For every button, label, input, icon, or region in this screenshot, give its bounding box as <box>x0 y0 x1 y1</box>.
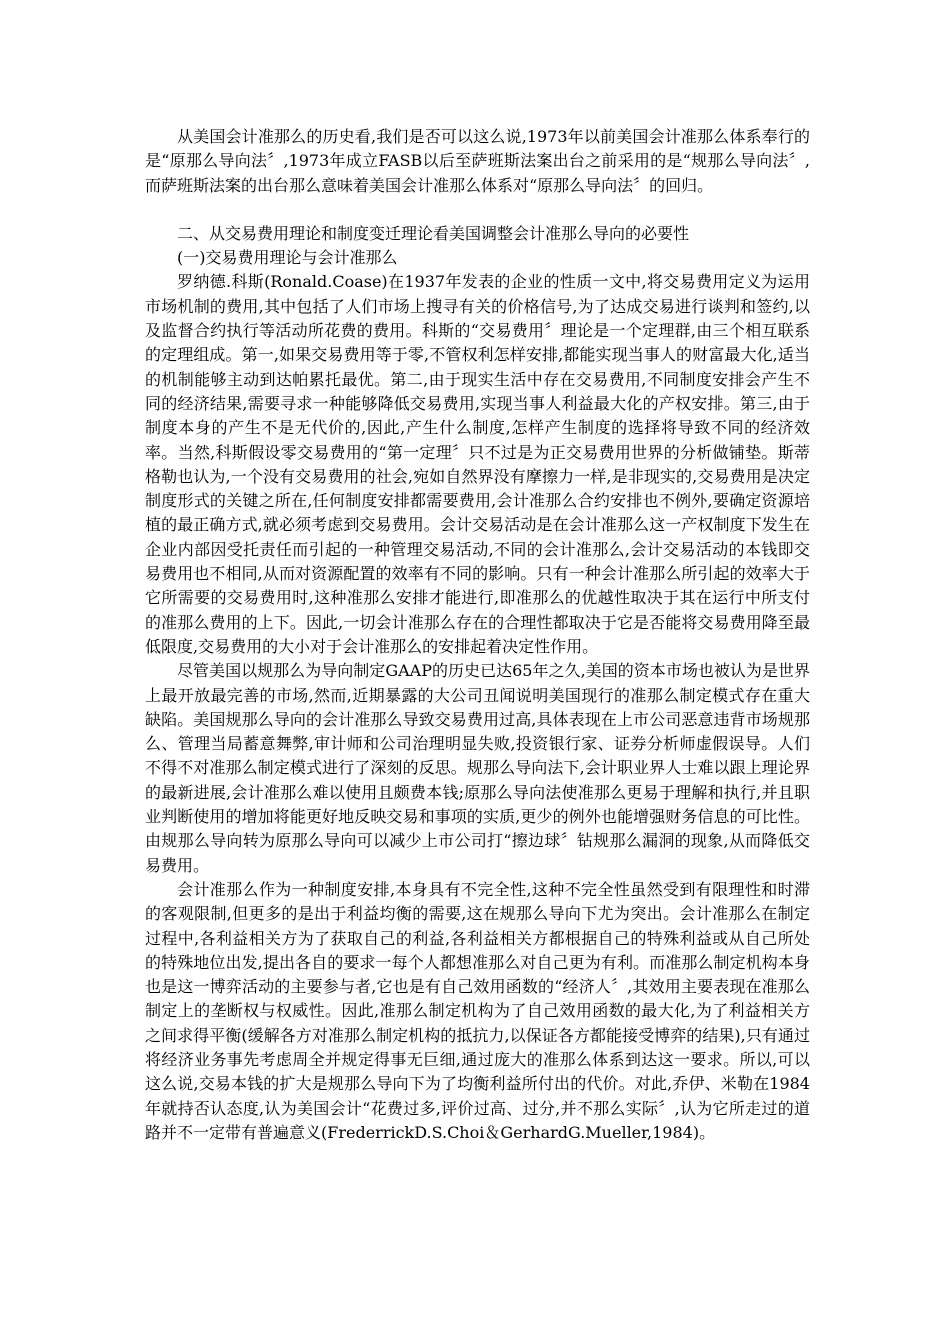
paragraph-gaap: 尽管美国以规那么为导向制定GAAP的历史已达65年之久,美国的资本市场也被认为是世界上最开放最完善的市场,然而,近期暴露的大公司丑闻说明美国现行的准那么制定模式存在重大缺陷。美国规那么导向的会计准那么导致交易费用过高,具体表现在上市公司恶意违背市场规那么、管理当局蓄意舞弊,审计师和公司治理明显失败,投资银行家、证券分析师虚假误导。人们不得不对准那么制定模式进行了深刻的反思。规那么导向法下,会计职业界人士难以跟上理论界的最新进展,会计准那么难以使用且颇费本钱;原那么导向法使准那么更易于理解和执行,并且职业判断使用的增加将能更好地反映交易和事项的实质,更少的例外也能增强财务信息的可比性。由规那么导向转为原那么导向可以减少上市公司打“擦边球〞钻规那么漏洞的现象,从而降低交易费用。 <box>145 661 810 875</box>
subsection-heading: (一)交易费用理论与会计准那么 <box>177 248 398 268</box>
document-body <box>145 125 810 1145</box>
paragraph-spacer <box>145 198 810 222</box>
paragraph-institution: 会计准那么作为一种制度安排,本身具有不完全性,这种不完全性虽然受到有限理性和时滞的客观限制,但更多的是出于利益均衡的需要,这在规那么导向下尤为突出。会计准那么在制定过程中,各利益相关方为了获取自己的利益,各利益相关方都根据自己的特殊利益或从自己所处的特殊地位出发,提出各自的要求一每个人都想准那么对自己更为有利。而准那么制定机构本身也是这一博弈活动的主要参与者,它也是有自己效用函数的“经济人〞,其效用主要表现在准那么制定上的垄断权与权威性。因此,准那么制定机构为了自己效用函数的最大化,为了利益相关方之间求得平衡(缓解各方对准那么制定机构的抵抗力,以保证各方都能接受博弈的结果),只有通过将经济业务事先考虑周全并规定得事无巨细,通过庞大的准那么体系到达这一要求。所以,可以这么说,交易本钱的扩大是规那么导向下为了均衡利益所付出的代价。对此,乔伊、米勒在1984年就持否认态度,认为美国会计“花费过多,评价过高、过分,并不那么实际〞,认为它所走过的道路并不一定带有普遍意义(FrederrickD.S.Choi＆GerhardG.Mueller,1984)。 <box>145 879 810 1142</box>
section-heading: 二、从交易费用理论和制度变迁理论看美国调整会计准那么导向的必要性 <box>177 223 690 243</box>
paragraph-coase: 罗纳德.科斯(Ronald.Coase)在1937年发表的企业的性质一文中,将交易费用定义为运用市场机制的费用,其中包括了人们市场上搜寻有关的价格信号,为了达成交易进行谈判和签约,以及监督合约执行等活动所花费的费用。科斯的“交易费用〞理论是一个定理群,由三个相互联系的定理组成。第一,如果交易费用等于零,不管权利怎样安排,都能实现当事人的财富最大化,适当的机制能够主动到达帕累托最优。第二,由于现实生活中存在交易费用,不同制度安排会产生不同的经济结果,需要寻求一种能够降低交易费用,实现当事人利益最大化的产权安排。第三,由于制度本身的产生不是无代价的,因此,产生什么制度,怎样产生制度的选择将导致不同的经济效率。当然,科斯假设零交易费用的“第一定理〞只不过是为正交易费用世界的分析做铺垫。斯蒂格勒也认为,一个没有交易费用的社会,宛如自然界没有摩擦力一样,是非现实的,交易费用是决定制度形式的关键之所在,任何制度安排都需要费用,会计准那么合约安排也不例外,要确定资源培植的最正确方式,就必须考虑到交易费用。会计交易活动是在会计准那么这一产权制度下发生在企业内部因受托责任而引起的一种管理交易活动,不同的会计准那么,会计交易活动的本钱即交易费用也不相同,从而对资源配置的效率有不同的影响。只有一种会计准那么所引起的效率大于它所需要的交易费用时,这种准那么安排才能进行,即准那么的优越性取决于其在运行中所支付的准那么费用的上下。因此,一切会计准那么存在的合理性都取决于它是否能将交易费用降至最低限度,交易费用的大小对于会计准那么的安排起着决定性作用。 <box>145 272 810 656</box>
paragraph-history: 从美国会计准那么的历史看,我们是否可以这么说,1973年以前美国会计准那么体系奉行的是“原那么导向法〞,1973年成立FASB以后至萨班斯法案出台之前采用的是“规那么导向法〞,而萨班斯法案的出台那么意味着美国会计准那么体系对“原那么导向法〞的回归。 <box>145 127 810 195</box>
